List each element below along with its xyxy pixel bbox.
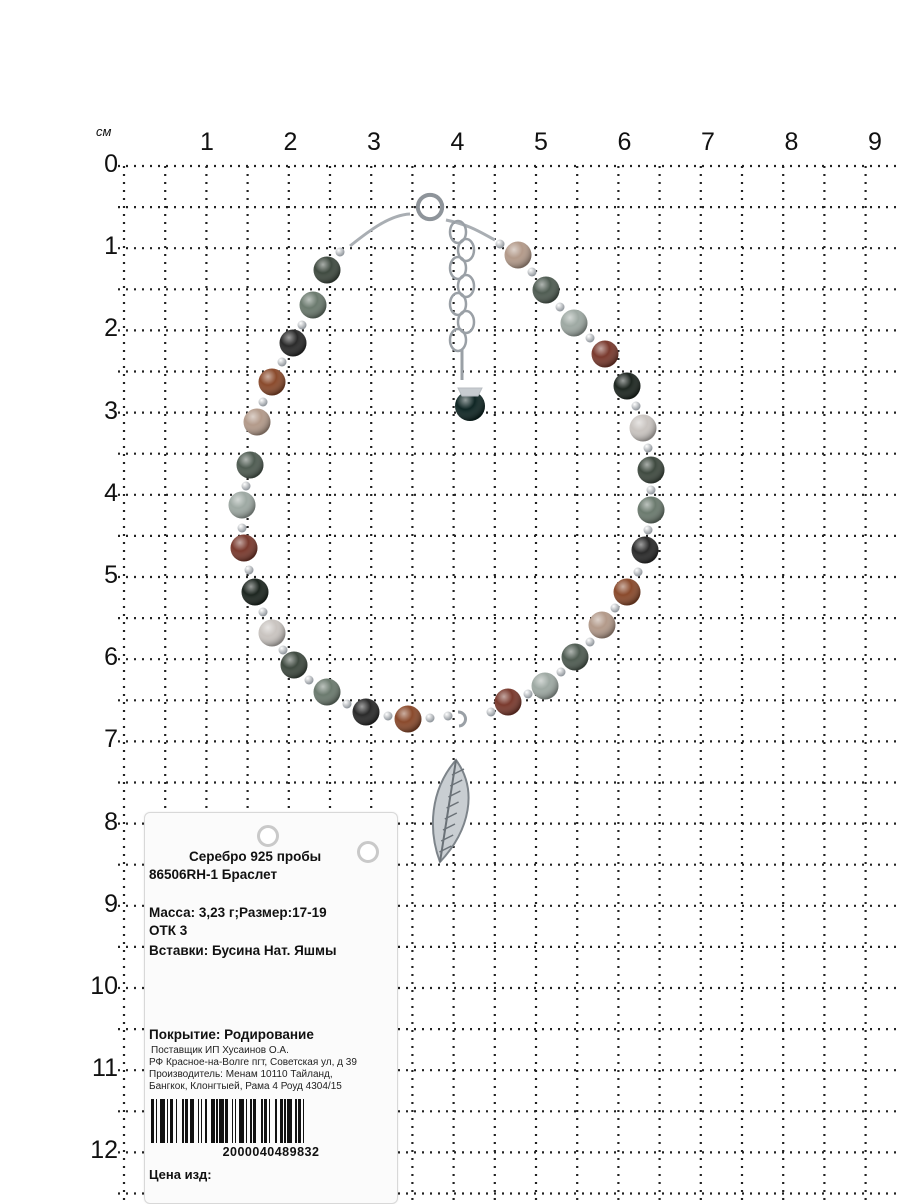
bead-highlight <box>630 415 657 442</box>
bead-highlight <box>300 292 327 319</box>
y-axis-label: 9 <box>104 889 118 918</box>
x-axis-label: 2 <box>283 128 298 156</box>
barcode-bar <box>216 1099 218 1143</box>
bead-highlight <box>231 535 258 562</box>
tag-weight-size-line: Масса: 3,23 г;Размер:17-19 <box>149 905 327 920</box>
y-axis-label: 6 <box>104 643 118 672</box>
barcode-bar <box>182 1099 184 1143</box>
silver-spacer <box>487 708 496 717</box>
y-axis-label: 0 <box>104 150 118 178</box>
x-axis-label: 9 <box>868 128 882 156</box>
price-tag <box>144 812 398 1204</box>
drop-cap <box>458 388 482 396</box>
bead-highlight <box>237 452 264 479</box>
barcode-number: 2000040489832 <box>222 1145 320 1159</box>
barcode-bar <box>160 1099 165 1143</box>
x-axis-label: 7 <box>701 128 715 156</box>
bead-highlight <box>632 537 659 564</box>
unit-label: см <box>96 124 112 139</box>
x-axis-label: 6 <box>617 128 632 156</box>
silver-spacer <box>238 524 247 533</box>
barcode-bar <box>232 1099 234 1143</box>
silver-spacer <box>384 712 393 721</box>
y-axis-label: 12 <box>90 1136 118 1165</box>
charm-ring <box>458 712 466 726</box>
silver-spacer <box>279 646 288 655</box>
y-axis-label: 10 <box>90 972 118 1000</box>
barcode-bar <box>198 1099 200 1143</box>
tag-hole-right <box>357 841 379 863</box>
spring-ring <box>418 195 442 219</box>
bead-highlight <box>638 457 665 484</box>
silver-spacer <box>305 676 314 685</box>
y-axis-label: 11 <box>92 1054 118 1083</box>
silver-spacer <box>444 712 453 721</box>
silver-spacer <box>528 268 537 277</box>
chain-link <box>450 329 466 351</box>
bead-highlight <box>495 689 522 716</box>
tag-otk-line: ОТК 3 <box>149 923 188 938</box>
bead-highlight <box>505 242 532 269</box>
barcode-bar <box>253 1099 256 1143</box>
bead-highlight <box>533 277 560 304</box>
tag-metal-line: Серебро 925 пробы <box>189 849 322 864</box>
bead-highlight <box>592 341 619 368</box>
barcode-bar <box>235 1099 237 1143</box>
barcode-bar <box>185 1099 188 1143</box>
silver-spacer <box>557 668 566 677</box>
tag-hole-left <box>257 825 279 847</box>
silver-spacer <box>242 482 251 491</box>
silver-spacer <box>259 398 268 407</box>
tag-manufacturer-line: Производитель: Менам 10110 Тайланд, <box>149 1069 333 1080</box>
tag-supplier-line: Поставщик ИП Хусаинов О.А. <box>151 1045 289 1056</box>
barcode-bar <box>211 1099 214 1143</box>
x-axis-label: 8 <box>784 128 799 156</box>
bead-highlight <box>259 369 286 396</box>
tag-coating-line: Покрытие: Родирование <box>149 1027 314 1042</box>
silver-spacer <box>632 402 641 411</box>
barcode-bar <box>284 1099 286 1143</box>
bead-highlight <box>532 673 559 700</box>
y-axis-label: 5 <box>104 561 118 589</box>
barcode-bar <box>298 1099 301 1143</box>
x-axis-label: 1 <box>200 128 214 156</box>
bead-highlight <box>589 612 616 639</box>
barcode-bar <box>250 1099 252 1143</box>
barcode-bar <box>246 1099 248 1143</box>
bead-highlight <box>395 706 422 733</box>
silver-spacer <box>259 608 268 617</box>
barcode-bar <box>167 1099 169 1143</box>
barcode-bar <box>170 1099 173 1143</box>
y-axis-label: 4 <box>104 478 118 507</box>
x-axis-label: 3 <box>367 128 381 156</box>
bead-highlight <box>242 579 269 606</box>
barcode-bar <box>190 1099 195 1143</box>
bead-highlight <box>614 579 641 606</box>
bead-highlight <box>280 330 307 357</box>
tag-inserts-line: Вставки: Бусина Нат. Яшмы <box>149 943 337 958</box>
silver-spacer <box>298 321 307 330</box>
silver-spacer <box>634 568 643 577</box>
barcode-bar <box>295 1099 297 1143</box>
barcode <box>149 1099 393 1143</box>
barcode-bar <box>275 1099 277 1143</box>
barcode-bar <box>156 1099 158 1143</box>
silver-spacer <box>586 638 595 647</box>
barcode-bar <box>176 1099 178 1143</box>
bead-highlight <box>561 310 588 337</box>
silver-spacer <box>586 334 595 343</box>
bead-highlight <box>281 652 308 679</box>
barcode-bar <box>269 1099 271 1143</box>
y-axis-label: 7 <box>104 725 118 754</box>
barcode-bar <box>201 1099 203 1143</box>
barcode-bar <box>280 1099 283 1143</box>
y-axis-label: 8 <box>104 807 118 836</box>
silver-spacer <box>343 700 352 709</box>
bead-highlight <box>614 373 641 400</box>
silver-spacer <box>644 444 653 453</box>
price-label: Цена изд: <box>149 1167 212 1182</box>
barcode-bar <box>151 1099 154 1143</box>
silver-spacer <box>426 714 435 723</box>
silver-spacer <box>647 486 656 495</box>
y-axis-label: 2 <box>104 314 118 343</box>
bead-highlight <box>638 497 665 524</box>
bead-highlight <box>314 679 341 706</box>
barcode-bar <box>225 1099 228 1143</box>
x-axis-label: 4 <box>450 128 465 156</box>
barcode-bar <box>219 1099 224 1143</box>
clasp-wire <box>350 214 410 246</box>
silver-spacer <box>278 358 287 367</box>
bead-highlight <box>259 620 286 647</box>
silver-spacer <box>245 566 254 575</box>
bead-highlight <box>229 492 256 519</box>
barcode-bar <box>264 1099 267 1143</box>
silver-spacer <box>496 240 505 249</box>
y-axis-label: 3 <box>104 396 118 425</box>
barcode-bar <box>261 1099 263 1143</box>
tag-address-line: РФ Красное-на-Волге пгт, Советская ул, д 39 <box>149 1057 357 1068</box>
x-axis-label: 5 <box>534 128 548 156</box>
silver-spacer <box>556 303 565 312</box>
barcode-bar <box>303 1099 305 1143</box>
bead-highlight <box>244 409 271 436</box>
barcode-bar <box>287 1099 292 1143</box>
y-axis-label: 1 <box>104 232 118 261</box>
bead-highlight <box>353 699 380 726</box>
barcode-bar <box>239 1099 244 1143</box>
barcode-bar <box>205 1099 207 1143</box>
silver-spacer <box>336 248 345 257</box>
silver-spacer <box>644 526 653 535</box>
bead-highlight <box>562 644 589 671</box>
silver-spacer <box>611 604 620 613</box>
tag-article-line: 86506RH-1 Браслет <box>149 867 278 882</box>
tag-manufacturer-address-line: Бангкок, Клонгтыей, Рама 4 Роуд 4304/15 <box>149 1081 342 1092</box>
silver-spacer <box>524 690 533 699</box>
bead-highlight <box>314 257 341 284</box>
